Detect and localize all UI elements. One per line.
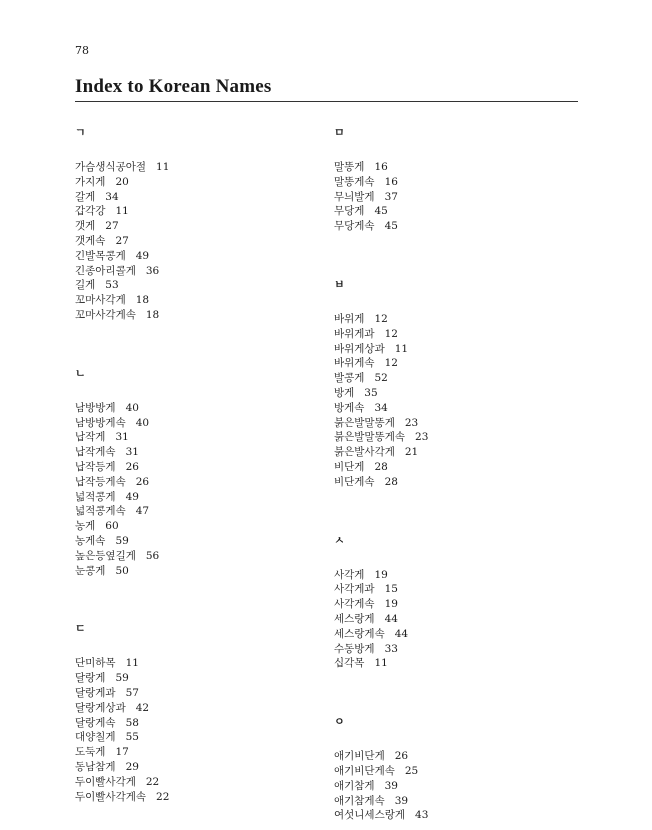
section-heading: ㅂ xyxy=(334,277,345,291)
index-entry xyxy=(75,204,315,219)
entry-name: 두이빨사각게속 xyxy=(75,790,147,803)
entry-name: 넓적콩게 xyxy=(75,490,116,503)
entry-name: 두이빨사각게 xyxy=(75,775,136,788)
entry-name: 붉은발말똥게 xyxy=(334,416,395,429)
section-heading: ㄱ xyxy=(75,126,86,139)
heading-spacer xyxy=(334,292,578,312)
index-entry xyxy=(334,764,578,779)
index-entry xyxy=(334,160,578,175)
entry-page-number: 18 xyxy=(145,308,160,321)
entry-page-number: 20 xyxy=(115,175,129,188)
index-entry xyxy=(75,745,315,760)
index-entry xyxy=(75,234,315,249)
entry-page-number: 45 xyxy=(374,205,388,218)
entry-page-number: 22 xyxy=(156,790,170,803)
section-heading: ㅇ xyxy=(334,715,345,729)
index-entry xyxy=(75,445,315,460)
entry-page-number: 31 xyxy=(115,431,129,444)
entry-page-number: 25 xyxy=(404,764,419,777)
index-entry xyxy=(75,278,315,293)
entry-page-number: 17 xyxy=(115,746,129,759)
entry-name: 사각게과 xyxy=(334,583,375,596)
entry-name: 무늬발게 xyxy=(334,190,375,203)
heading-spacer xyxy=(334,729,578,749)
heading-spacer xyxy=(75,636,315,656)
index-entry xyxy=(334,597,578,612)
index-entry xyxy=(75,775,315,790)
entry-page-number: 37 xyxy=(384,190,398,203)
index-entry xyxy=(75,730,315,745)
entry-name: 갯게속 xyxy=(75,234,106,247)
entry-name: 방게 xyxy=(334,386,355,399)
entry-name: 납작등게 xyxy=(75,460,116,473)
entry-page-number: 11 xyxy=(115,205,129,218)
entry-page-number: 60 xyxy=(105,520,119,533)
index-entry xyxy=(334,808,578,823)
page-title: Index to Korean Names xyxy=(75,76,272,97)
index-section xyxy=(334,715,578,823)
index-entry xyxy=(75,686,315,701)
entry-page-number: 40 xyxy=(135,416,150,429)
entry-page-number: 39 xyxy=(384,779,398,792)
entry-name: 비단게 xyxy=(334,460,365,473)
entry-name: 갯게 xyxy=(75,220,96,233)
entry-name: 남방방게 xyxy=(75,401,116,414)
index-entry xyxy=(334,312,578,327)
entry-name: 십각목 xyxy=(334,657,365,670)
index-entry xyxy=(334,460,578,475)
entry-page-number: 59 xyxy=(115,534,129,547)
entry-page-number: 36 xyxy=(145,264,160,277)
index-entry xyxy=(75,249,315,264)
entry-name: 남방방게속 xyxy=(75,416,126,429)
entry-page-number: 16 xyxy=(374,161,388,173)
entry-name: 애기비단게속 xyxy=(334,764,395,777)
entry-page-number: 43 xyxy=(415,809,429,822)
entry-name: 애기비단게 xyxy=(334,750,385,763)
entry-page-number: 59 xyxy=(115,672,129,685)
entry-name: 세스랑게속 xyxy=(334,627,385,640)
entry-name: 무당게속 xyxy=(334,220,375,233)
entry-name: 길게 xyxy=(75,279,96,292)
entry-page-number: 23 xyxy=(404,416,419,429)
entry-page-number: 49 xyxy=(125,490,139,503)
entry-name: 바위게과 xyxy=(334,327,375,340)
entry-page-number: 12 xyxy=(384,357,398,370)
title-rule xyxy=(75,101,578,102)
index-entry xyxy=(75,416,315,431)
section-spacer xyxy=(75,578,315,622)
index-entry xyxy=(334,656,578,671)
entry-page-number: 11 xyxy=(374,657,388,670)
entry-page-number: 55 xyxy=(125,731,139,744)
index-entry xyxy=(75,656,315,671)
index-entry xyxy=(334,342,578,357)
index-section xyxy=(334,126,578,234)
entry-name: 달랑게상과 xyxy=(75,701,126,714)
index-entry xyxy=(75,701,315,716)
entry-page-number: 42 xyxy=(135,701,150,714)
index-section xyxy=(334,278,578,490)
index-entry xyxy=(75,460,315,475)
entry-name: 농게 xyxy=(75,520,96,533)
entry-page-number: 33 xyxy=(384,642,398,655)
index-column-right xyxy=(334,126,578,823)
entry-page-number: 44 xyxy=(384,612,398,625)
entry-name: 붉은발사각게 xyxy=(334,446,395,459)
entry-name: 높은등옆길게 xyxy=(75,549,136,562)
entry-name: 넓적콩게속 xyxy=(75,505,126,518)
entry-page-number: 40 xyxy=(125,401,139,414)
index-entry xyxy=(75,175,315,190)
entry-name: 사각게속 xyxy=(334,598,375,611)
section-heading: ㄴ xyxy=(75,366,86,380)
entry-name: 붉은발말똥게속 xyxy=(334,431,406,444)
entry-name: 바위게 xyxy=(334,312,365,325)
entry-name: 가지게 xyxy=(75,175,106,188)
entry-name: 달랑게과 xyxy=(75,686,116,699)
entry-name: 여섯니세스랑게 xyxy=(334,809,406,822)
entry-name: 무당게 xyxy=(334,205,365,218)
index-entry xyxy=(75,475,315,490)
index-entry xyxy=(334,401,578,416)
entry-page-number: 12 xyxy=(384,327,398,340)
index-entry xyxy=(75,293,315,308)
entry-page-number: 34 xyxy=(105,190,119,203)
entry-page-number: 15 xyxy=(384,583,398,596)
entry-name: 동남참게 xyxy=(75,760,116,773)
entry-page-number: 39 xyxy=(394,794,409,807)
entry-name: 갈게 xyxy=(75,190,96,203)
index-entry xyxy=(334,175,578,190)
entry-page-number: 28 xyxy=(374,460,388,473)
index-entry xyxy=(75,790,315,805)
index-entry xyxy=(334,612,578,627)
section-heading: ㅁ xyxy=(334,126,345,139)
entry-page-number: 11 xyxy=(394,342,409,355)
entry-page-number: 26 xyxy=(135,475,150,488)
entry-name: 비단게속 xyxy=(334,475,375,488)
entry-name: 납작등게속 xyxy=(75,475,126,488)
entry-name: 발콩게 xyxy=(334,372,365,385)
entry-page-number: 49 xyxy=(135,249,150,262)
entry-name: 꼬마사각게 xyxy=(75,294,126,307)
entry-page-number: 44 xyxy=(394,627,409,640)
index-entry xyxy=(334,371,578,386)
section-heading: ㅅ xyxy=(334,533,345,547)
entry-page-number: 26 xyxy=(394,750,409,763)
entry-name: 대양칠게 xyxy=(75,731,116,744)
index-entry xyxy=(334,327,578,342)
index-entry xyxy=(334,416,578,431)
index-entry xyxy=(334,190,578,205)
entry-name: 달랑게 xyxy=(75,672,106,685)
entry-page-number: 56 xyxy=(145,549,160,562)
index-entry xyxy=(75,219,315,234)
index-entry xyxy=(75,264,315,279)
entry-page-number: 52 xyxy=(374,372,388,385)
entry-name: 애기참게속 xyxy=(334,794,385,807)
entry-page-number: 21 xyxy=(404,446,419,459)
heading-spacer xyxy=(334,548,578,568)
entry-page-number: 57 xyxy=(125,686,139,699)
entry-name: 납작게속 xyxy=(75,446,116,459)
entry-name: 애기참게 xyxy=(334,779,375,792)
index-section xyxy=(75,126,315,323)
heading-spacer xyxy=(75,381,315,401)
entry-page-number: 50 xyxy=(115,564,129,577)
entry-page-number: 11 xyxy=(156,161,170,173)
index-entry xyxy=(334,779,578,794)
section-spacer xyxy=(334,671,578,715)
entry-page-number: 34 xyxy=(374,401,388,414)
index-section xyxy=(75,622,315,804)
entry-page-number: 19 xyxy=(374,568,388,581)
index-entry xyxy=(334,794,578,809)
entry-name: 납작게 xyxy=(75,431,106,444)
entry-page-number: 35 xyxy=(364,386,378,399)
page-number: 78 xyxy=(75,44,89,57)
entry-name: 긴발목콩게 xyxy=(75,249,126,262)
entry-page-number: 27 xyxy=(105,220,119,233)
entry-name: 눈콩게 xyxy=(75,564,106,577)
heading-spacer xyxy=(334,140,578,160)
index-entry xyxy=(334,356,578,371)
index-entry xyxy=(334,204,578,219)
section-spacer xyxy=(334,234,578,278)
entry-name: 바위게속 xyxy=(334,357,375,370)
index-entry xyxy=(334,386,578,401)
entry-page-number: 19 xyxy=(384,598,398,611)
entry-page-number: 23 xyxy=(415,431,429,444)
heading-spacer xyxy=(75,140,315,160)
entry-page-number: 12 xyxy=(374,312,388,325)
index-column-left xyxy=(75,126,315,804)
index-entry xyxy=(75,564,315,579)
entry-name: 방게속 xyxy=(334,401,365,414)
entry-name: 농게속 xyxy=(75,534,106,547)
index-entry xyxy=(75,549,315,564)
index-entry xyxy=(334,582,578,597)
index-entry xyxy=(334,445,578,460)
index-entry xyxy=(75,190,315,205)
index-entry xyxy=(334,627,578,642)
entry-name: 말똥게속 xyxy=(334,175,375,188)
entry-name: 사각게 xyxy=(334,568,365,581)
entry-name: 긴종아리콜게 xyxy=(75,264,136,277)
index-entry xyxy=(75,671,315,686)
section-spacer xyxy=(75,323,315,367)
section-spacer xyxy=(334,490,578,534)
index-entry xyxy=(75,519,315,534)
index-entry xyxy=(334,749,578,764)
entry-name: 달랑게속 xyxy=(75,716,116,729)
index-section xyxy=(334,534,578,672)
index-entry xyxy=(334,642,578,657)
index-entry xyxy=(75,430,315,445)
entry-name: 수동방게 xyxy=(334,642,375,655)
entry-page-number: 11 xyxy=(125,657,139,670)
entry-page-number: 58 xyxy=(125,716,139,729)
index-entry xyxy=(334,475,578,490)
entry-page-number: 27 xyxy=(115,234,129,247)
index-section xyxy=(75,367,315,579)
entry-name: 갑각강 xyxy=(75,205,106,218)
entry-name: 바위게상과 xyxy=(334,342,385,355)
entry-page-number: 29 xyxy=(125,760,139,773)
entry-name: 꼬마사각게속 xyxy=(75,308,136,321)
index-entry xyxy=(75,160,315,175)
entry-page-number: 16 xyxy=(384,175,398,188)
index-entry xyxy=(334,430,578,445)
section-heading: ㄷ xyxy=(75,622,86,636)
index-entry xyxy=(334,568,578,583)
entry-page-number: 18 xyxy=(135,294,150,307)
entry-page-number: 28 xyxy=(384,475,398,488)
entry-page-number: 26 xyxy=(125,460,139,473)
entry-name: 세스랑게 xyxy=(334,612,375,625)
entry-page-number: 22 xyxy=(145,775,160,788)
entry-page-number: 45 xyxy=(384,220,398,233)
entry-page-number: 31 xyxy=(125,446,139,459)
entry-name: 단미하목 xyxy=(75,657,116,670)
index-entry xyxy=(75,401,315,416)
entry-page-number: 47 xyxy=(135,505,150,518)
index-entry xyxy=(75,760,315,775)
index-entry xyxy=(75,490,315,505)
entry-name: 도둑게 xyxy=(75,746,106,759)
index-entry xyxy=(75,504,315,519)
index-entry xyxy=(75,716,315,731)
index-entry xyxy=(75,534,315,549)
entry-name: 가슴생식공아절 xyxy=(75,161,147,173)
entry-name: 말똥게 xyxy=(334,161,365,173)
index-entry xyxy=(75,308,315,323)
index-entry xyxy=(334,219,578,234)
entry-page-number: 53 xyxy=(105,279,119,292)
